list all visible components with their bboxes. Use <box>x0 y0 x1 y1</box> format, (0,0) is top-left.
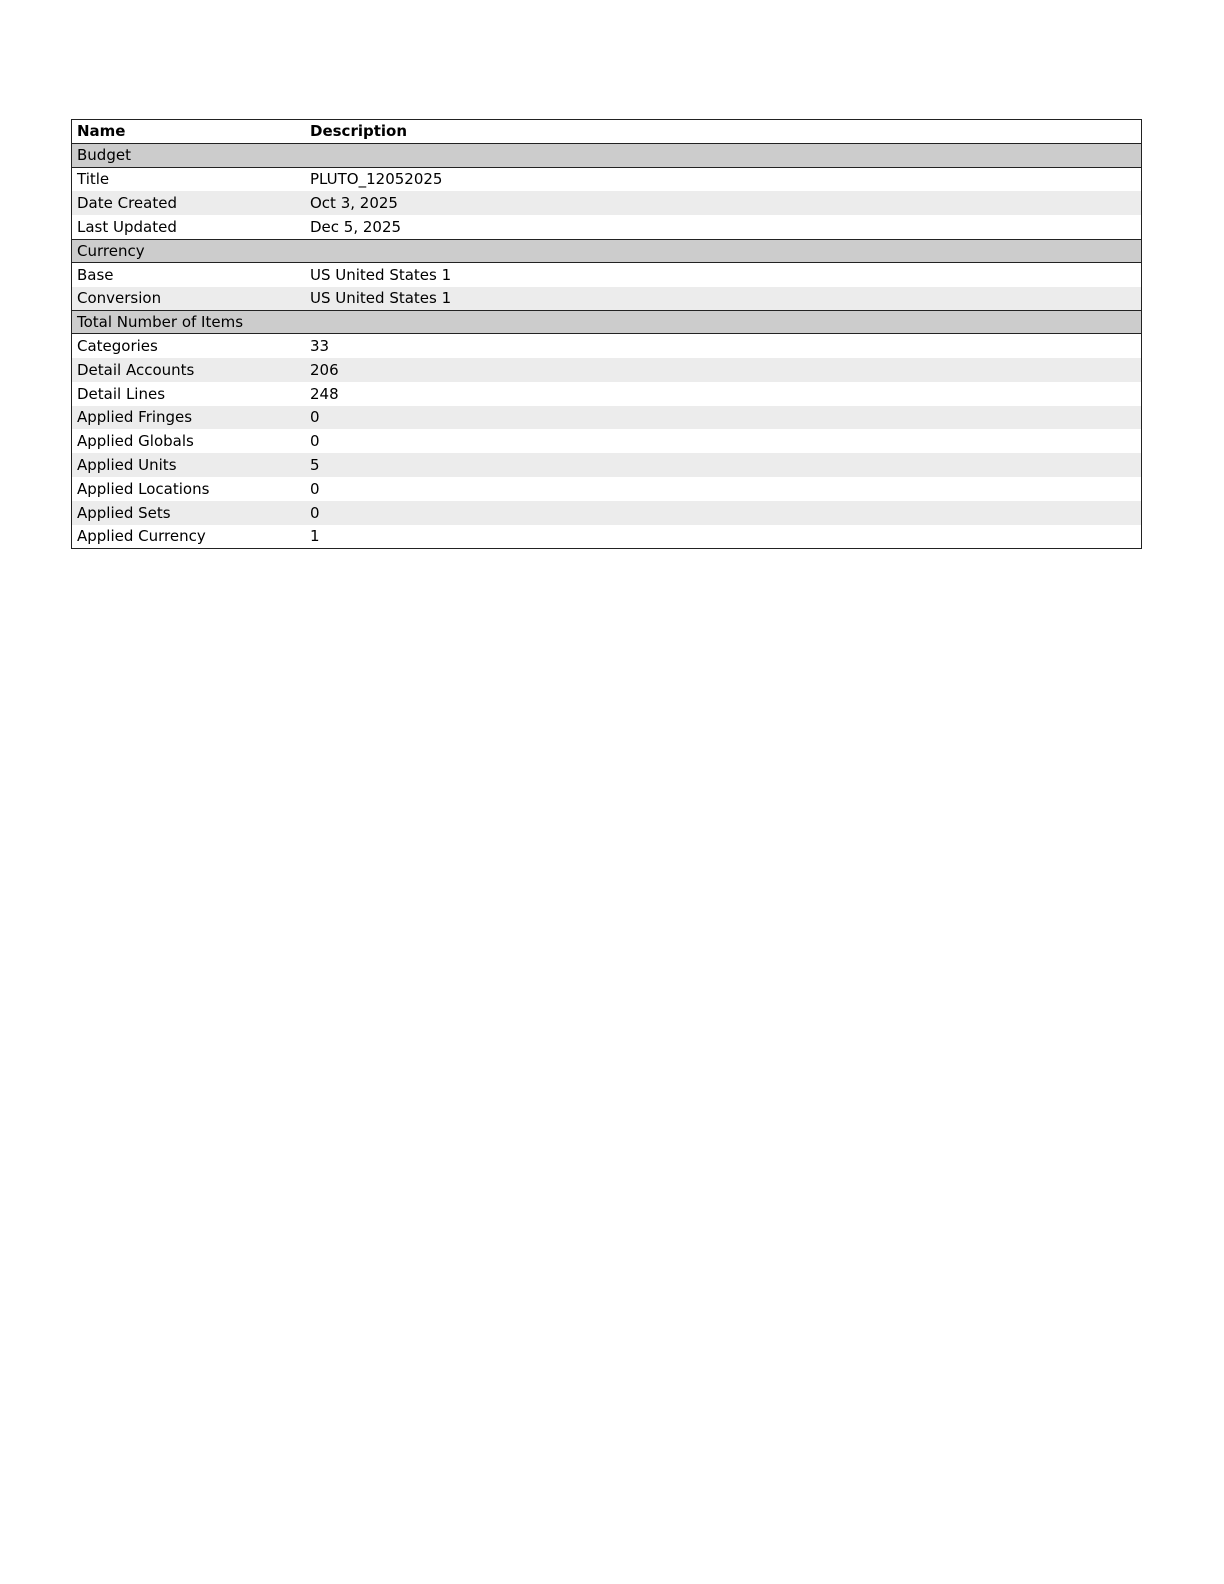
table-row <box>72 287 1141 311</box>
table-row <box>72 263 1141 287</box>
row-name: Applied Units <box>77 456 177 475</box>
row-value: Dec 5, 2025 <box>310 218 402 237</box>
table-row <box>72 429 1141 453</box>
row-value: 33 <box>310 337 330 356</box>
table-row <box>72 525 1141 549</box>
section-title: Total Number of Items <box>77 313 244 332</box>
section-title: Budget <box>77 146 131 165</box>
row-name: Categories <box>77 337 158 356</box>
table-row <box>72 453 1141 477</box>
row-name: Last Updated <box>77 218 177 237</box>
table-row <box>72 191 1141 215</box>
row-name: Detail Lines <box>77 384 166 403</box>
table-row <box>72 334 1141 358</box>
row-name: Title <box>77 170 110 189</box>
row-value: US United States 1 <box>310 265 452 284</box>
row-name: Applied Sets <box>77 503 171 522</box>
table-row <box>72 477 1141 501</box>
table-row <box>72 168 1141 192</box>
row-name: Applied Locations <box>77 479 210 498</box>
row-value: 0 <box>310 432 320 451</box>
row-name: Conversion <box>77 289 162 308</box>
column-header-description: Description <box>310 122 408 141</box>
row-value: 0 <box>310 408 320 427</box>
table-row <box>72 358 1141 382</box>
row-name: Applied Currency <box>77 527 206 546</box>
budget-summary-table <box>71 119 1142 549</box>
row-name: Applied Fringes <box>77 408 193 427</box>
column-header-name: Name <box>77 122 126 141</box>
row-name: Base <box>77 265 114 284</box>
row-value: 248 <box>310 384 339 403</box>
table-row <box>72 382 1141 406</box>
row-value: 0 <box>310 503 320 522</box>
table-header-row <box>72 120 1141 144</box>
row-value: US United States 1 <box>310 289 452 308</box>
row-value: PLUTO_12052025 <box>310 170 443 189</box>
row-value: 206 <box>310 360 339 379</box>
section-header-budget <box>72 144 1141 168</box>
row-name: Date Created <box>77 194 177 213</box>
row-value: 0 <box>310 479 320 498</box>
row-value: 1 <box>310 527 320 546</box>
section-header-total-number-of-items <box>72 310 1141 334</box>
table-row <box>72 406 1141 430</box>
table-row <box>72 501 1141 525</box>
section-header-currency <box>72 239 1141 263</box>
row-name: Applied Globals <box>77 432 194 451</box>
row-value: 5 <box>310 456 320 475</box>
row-value: Oct 3, 2025 <box>310 194 398 213</box>
row-name: Detail Accounts <box>77 360 195 379</box>
table-row <box>72 215 1141 239</box>
section-title: Currency <box>77 241 145 260</box>
